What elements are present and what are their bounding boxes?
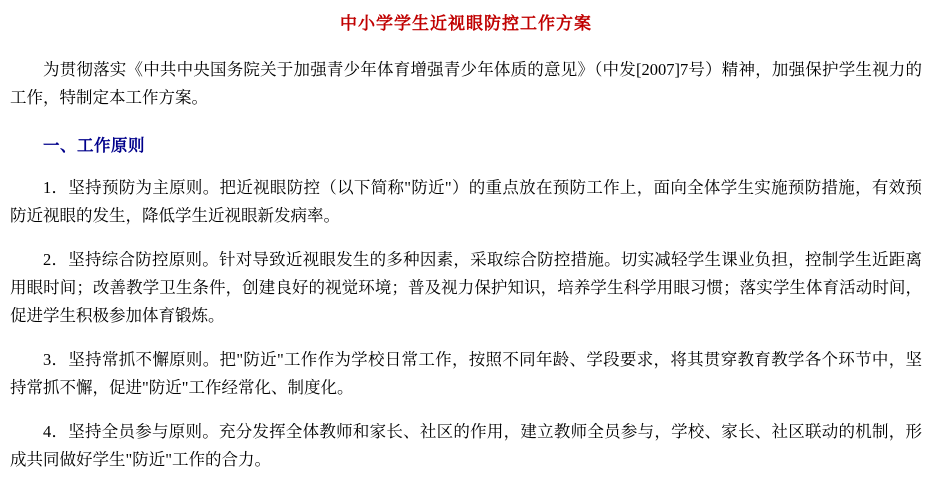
principle-item-4: 4．坚持全员参与原则。充分发挥全体教师和家长、社区的作用，建立教师全员参与，学校、家长、社区联动的机制，形成共同做好学生"防近"工作的合力。 <box>10 421 922 469</box>
document-title: 中小学学生近视眼防控工作方案 <box>340 14 592 33</box>
section-heading-work-principles: 一、工作原则 <box>43 136 145 155</box>
principle-item-1: 1．坚持预防为主原则。把近视眼防控（以下简称"防近"）的重点放在预防工作上，面向全体学生实施预防措施，有效预防近视眼的发生，降低学生近视眼新发病率。 <box>10 177 922 226</box>
document-page <box>0 12 940 493</box>
principle-item-3: 3．坚持常抓不懈原则。把"防近"工作作为学校日常工作，按照不同年龄、学段要求，将其贯穿教育教学各个环节中，坚持常抓不懈，促进"防近"工作经常化、制度化。 <box>10 349 922 398</box>
intro-paragraph: 为贯彻落实《中共中央国务院关于加强青少年体育增强青少年体质的意见》（中发[2007]7号）精神，加强保护学生视力的工作，特制定本工作方案。 <box>10 59 922 108</box>
principle-item-2: 2．坚持综合防控原则。针对导致近视眼发生的多种因素，采取综合防控措施。切实减轻学生课业负担，控制学生近距离用眼时间；改善教学卫生条件，创建良好的视觉环境；普及视力保护知识，培养学生科学用眼习惯；落实学生体育活动时间，促进学生积极参加体育锻炼。 <box>10 249 922 326</box>
